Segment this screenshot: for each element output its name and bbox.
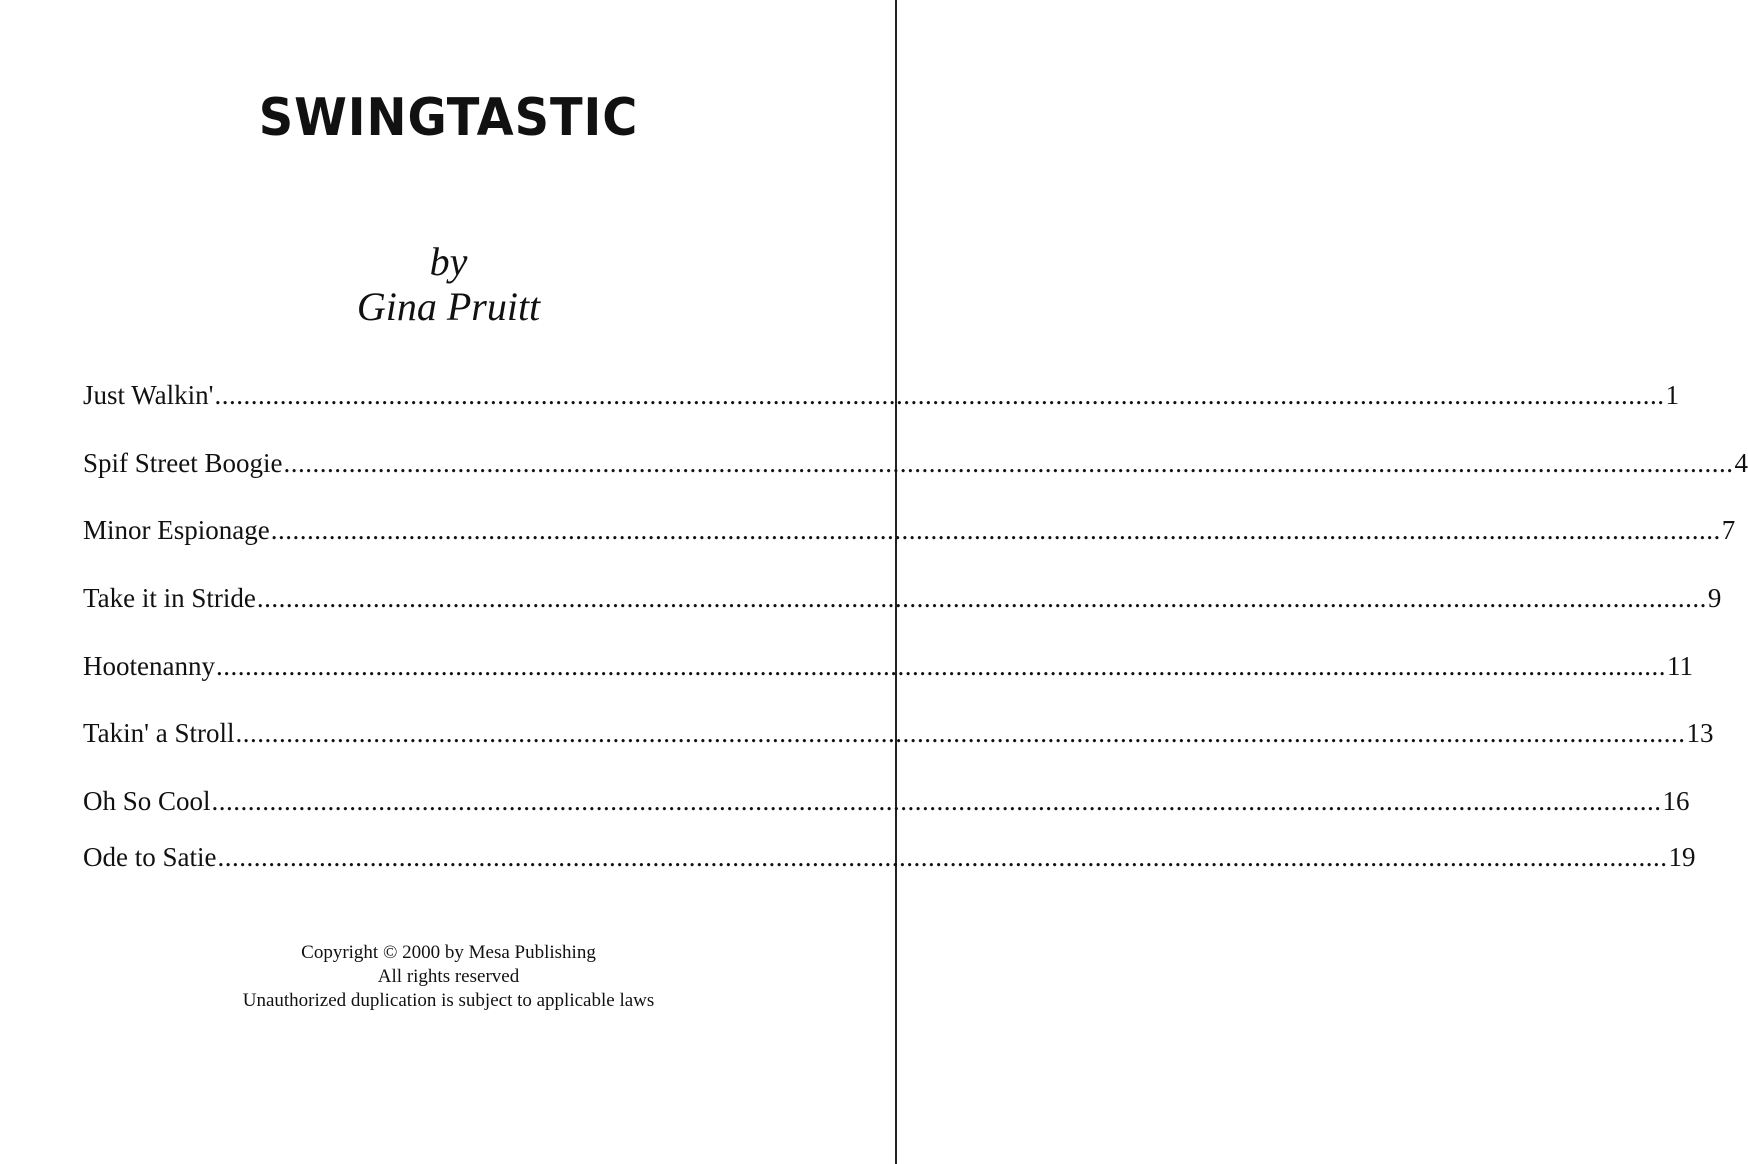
toc-entry bbox=[83, 581, 1722, 615]
toc-entry-page: 4 bbox=[1734, 448, 1748, 478]
toc-leader-dots: ........................................................................................................................................................................................................ bbox=[215, 651, 1666, 681]
toc-entry-title: Take it in Stride bbox=[83, 583, 256, 613]
toc-entry bbox=[83, 716, 1714, 750]
toc-leader-dots: ........................................................................................................................................................................................................ bbox=[235, 718, 1686, 748]
toc-leader-dots: ........................................................................................................................................................................................................ bbox=[270, 515, 1721, 545]
toc-entry-title: Hootenanny bbox=[83, 651, 215, 681]
toc-entry bbox=[83, 784, 1690, 818]
toc-entry-page: 9 bbox=[1707, 583, 1722, 613]
toc-entry-page: 11 bbox=[1666, 651, 1693, 681]
toc-leader-dots: ........................................................................................................................................................................................................ bbox=[214, 380, 1665, 410]
toc-leader-dots: ........................................................................................................................................................................................................ bbox=[283, 448, 1734, 478]
toc-entry-title: Ode to Satie bbox=[83, 842, 217, 872]
toc-entry-title: Oh So Cool bbox=[83, 786, 211, 816]
toc-entry bbox=[83, 446, 1748, 480]
toc-leader-dots: ........................................................................................................................................................................................................ bbox=[217, 842, 1668, 872]
toc-entry bbox=[83, 378, 1679, 412]
duplication-warning: Unauthorized duplication is subject to applicable laws bbox=[242, 990, 655, 1011]
toc-entry-title: Minor Espionage bbox=[83, 515, 270, 545]
toc-entry bbox=[83, 513, 1736, 547]
toc-entry-title: Just Walkin' bbox=[83, 380, 214, 410]
byline: by bbox=[429, 239, 468, 284]
book-title: SWINGTASTIC bbox=[258, 88, 639, 148]
toc-entry-page: 13 bbox=[1686, 718, 1714, 748]
toc-entry-title: Spif Street Boogie bbox=[83, 448, 283, 478]
toc-entry bbox=[83, 649, 1693, 683]
toc-entry-page: 7 bbox=[1721, 515, 1736, 545]
author-name: Gina Pruitt bbox=[356, 284, 541, 329]
toc-entry-title: Takin' a Stroll bbox=[83, 718, 235, 748]
rights-reserved-notice: All rights reserved bbox=[377, 966, 520, 987]
copyright-notice: Copyright © 2000 by Mesa Publishing bbox=[301, 942, 596, 963]
toc-entry-page: 16 bbox=[1662, 786, 1690, 816]
toc-entry-page: 19 bbox=[1668, 842, 1696, 872]
toc-leader-dots: ........................................................................................................................................................................................................ bbox=[211, 786, 1662, 816]
toc-entry-page: 1 bbox=[1665, 380, 1679, 410]
toc-entry bbox=[83, 840, 1696, 874]
toc-leader-dots: ........................................................................................................................................................................................................ bbox=[256, 583, 1707, 613]
